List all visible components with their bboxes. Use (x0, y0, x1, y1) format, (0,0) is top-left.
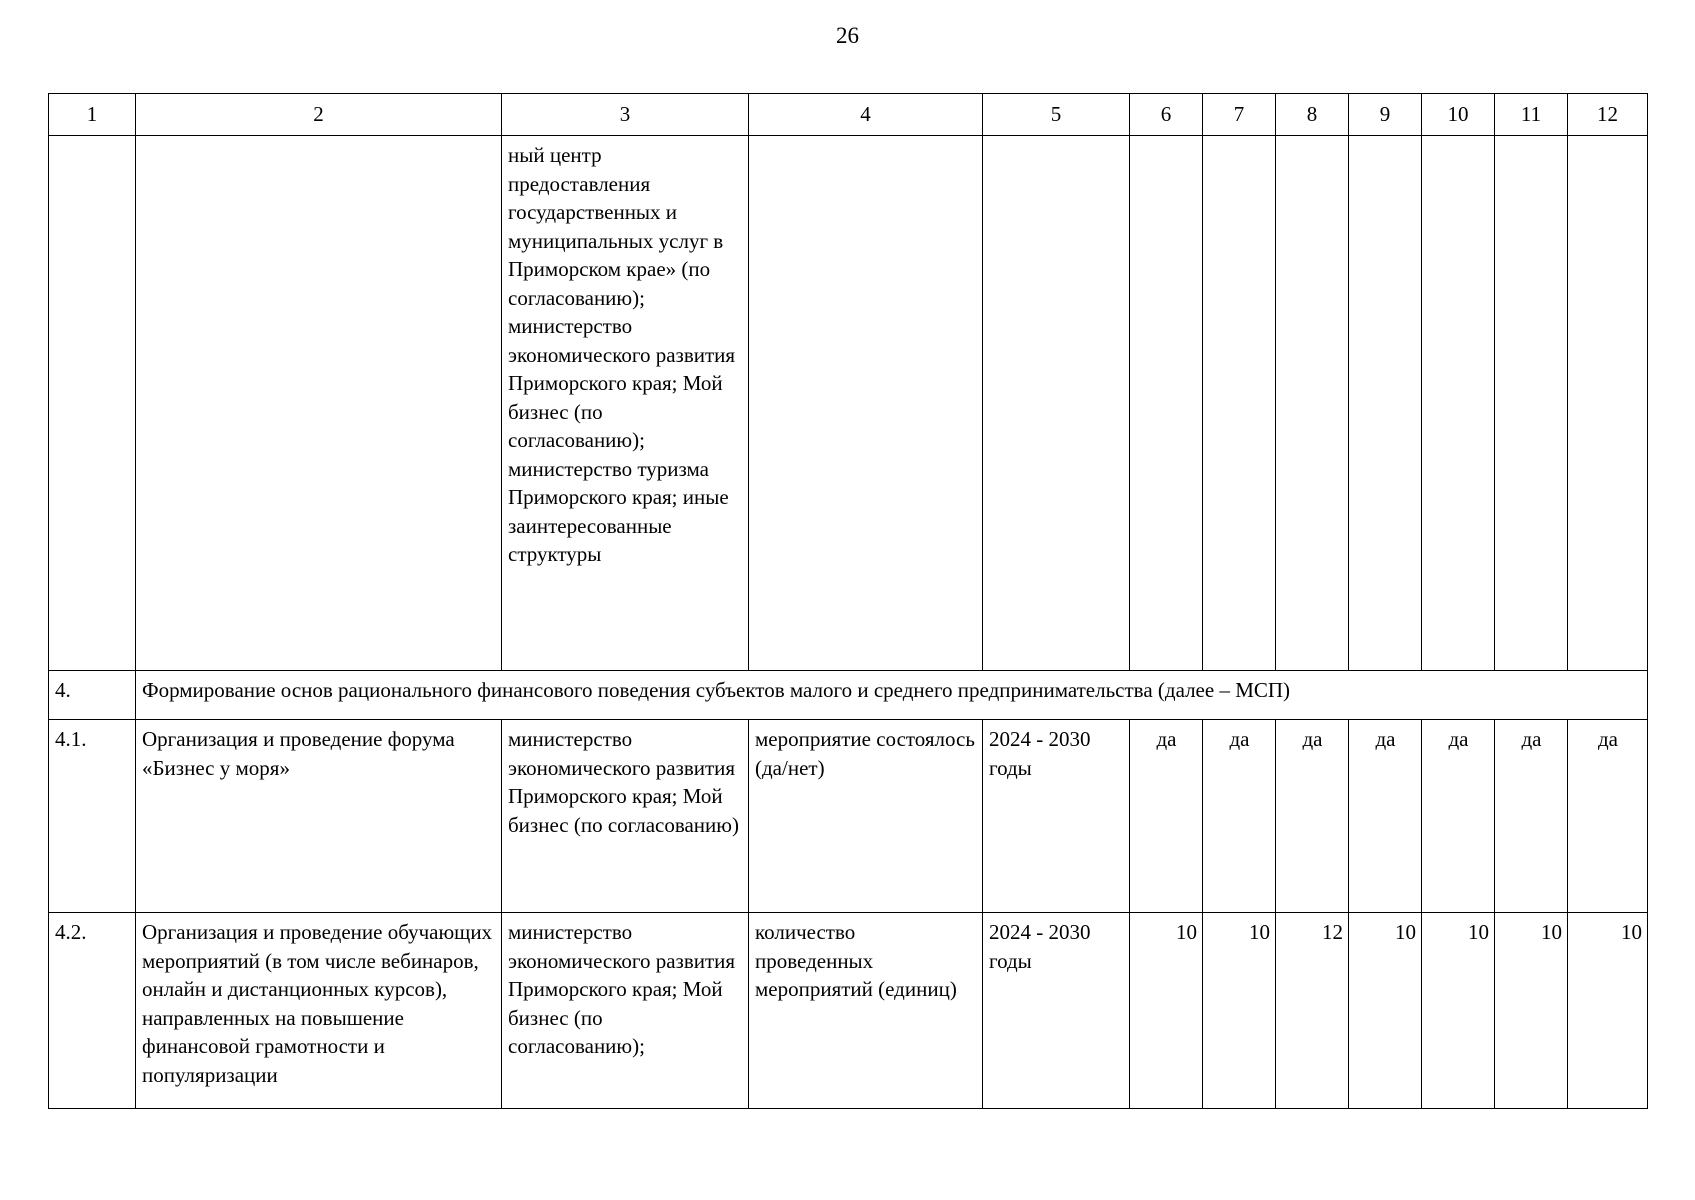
activity-cell: Организация и проведение обучающих мероприятий (в том числе вебинаров, онлайн и дистанционных курсов), направленных на повышение финансовой грамотности и популяризации (136, 913, 502, 1109)
header-cell: 12 (1568, 94, 1648, 136)
section-row (49, 671, 1648, 720)
value-cell: 10 (1203, 913, 1276, 1109)
value-cell: 10 (1130, 913, 1203, 1109)
row-number: 4.2. (49, 913, 136, 1109)
table-cell (1276, 136, 1349, 671)
header-row (49, 94, 1648, 136)
table-cell (983, 136, 1130, 671)
header-cell: 9 (1349, 94, 1422, 136)
executors-cell: ный центр предоставления государственных и муниципальных услуг в Приморском крае» (по согласованию); министерство экономического развития Приморского края; Мой бизнес (по согласованию); министерство туризма Приморского края; иные заинтересованные структуры (502, 136, 749, 671)
table-cell (49, 136, 136, 671)
value-cell: да (1203, 720, 1276, 913)
value-cell: 10 (1422, 913, 1495, 1109)
row-number: 4.1. (49, 720, 136, 913)
indicator-cell: мероприятие состоялось (да/нет) (749, 720, 983, 913)
table-cell (1568, 136, 1648, 671)
executors-cell: министерство экономического развития Приморского края; Мой бизнес (по согласованию) (502, 720, 749, 913)
value-cell: 10 (1495, 913, 1568, 1109)
header-cell: 10 (1422, 94, 1495, 136)
section-number: 4. (49, 671, 136, 720)
indicator-cell: количество проведенных мероприятий (единиц) (749, 913, 983, 1109)
header-cell: 8 (1276, 94, 1349, 136)
section-title: Формирование основ рационального финансового поведения субъектов малого и среднего предпринимательства (далее – МСП) (136, 671, 1648, 720)
value-cell: да (1276, 720, 1349, 913)
value-cell: да (1568, 720, 1648, 913)
header-cell: 6 (1130, 94, 1203, 136)
period-cell: 2024 - 2030 годы (983, 913, 1130, 1109)
header-cell: 5 (983, 94, 1130, 136)
table-cell (1130, 136, 1203, 671)
table-cell (136, 136, 502, 671)
period-cell: 2024 - 2030 годы (983, 720, 1130, 913)
header-cell: 3 (502, 94, 749, 136)
executors-cell: министерство экономического развития Приморского края; Мой бизнес (по согласованию); (502, 913, 749, 1109)
measures-table (48, 93, 1648, 1109)
continuation-row (49, 136, 1648, 671)
value-cell: 10 (1568, 913, 1648, 1109)
table-cell (1349, 136, 1422, 671)
value-cell: да (1349, 720, 1422, 913)
header-cell: 11 (1495, 94, 1568, 136)
header-cell: 7 (1203, 94, 1276, 136)
page-number: 26 (836, 23, 859, 48)
header-cell: 2 (136, 94, 502, 136)
value-cell: 10 (1349, 913, 1422, 1109)
value-cell: 12 (1276, 913, 1349, 1109)
table-row (49, 913, 1648, 1109)
table-cell (1203, 136, 1276, 671)
table-cell (1495, 136, 1568, 671)
table-cell (749, 136, 983, 671)
header-cell: 4 (749, 94, 983, 136)
table-cell (1422, 136, 1495, 671)
header-cell: 1 (49, 94, 136, 136)
activity-cell: Организация и проведение форума «Бизнес у моря» (136, 720, 502, 913)
table-row (49, 720, 1648, 913)
value-cell: да (1495, 720, 1568, 913)
value-cell: да (1422, 720, 1495, 913)
value-cell: да (1130, 720, 1203, 913)
